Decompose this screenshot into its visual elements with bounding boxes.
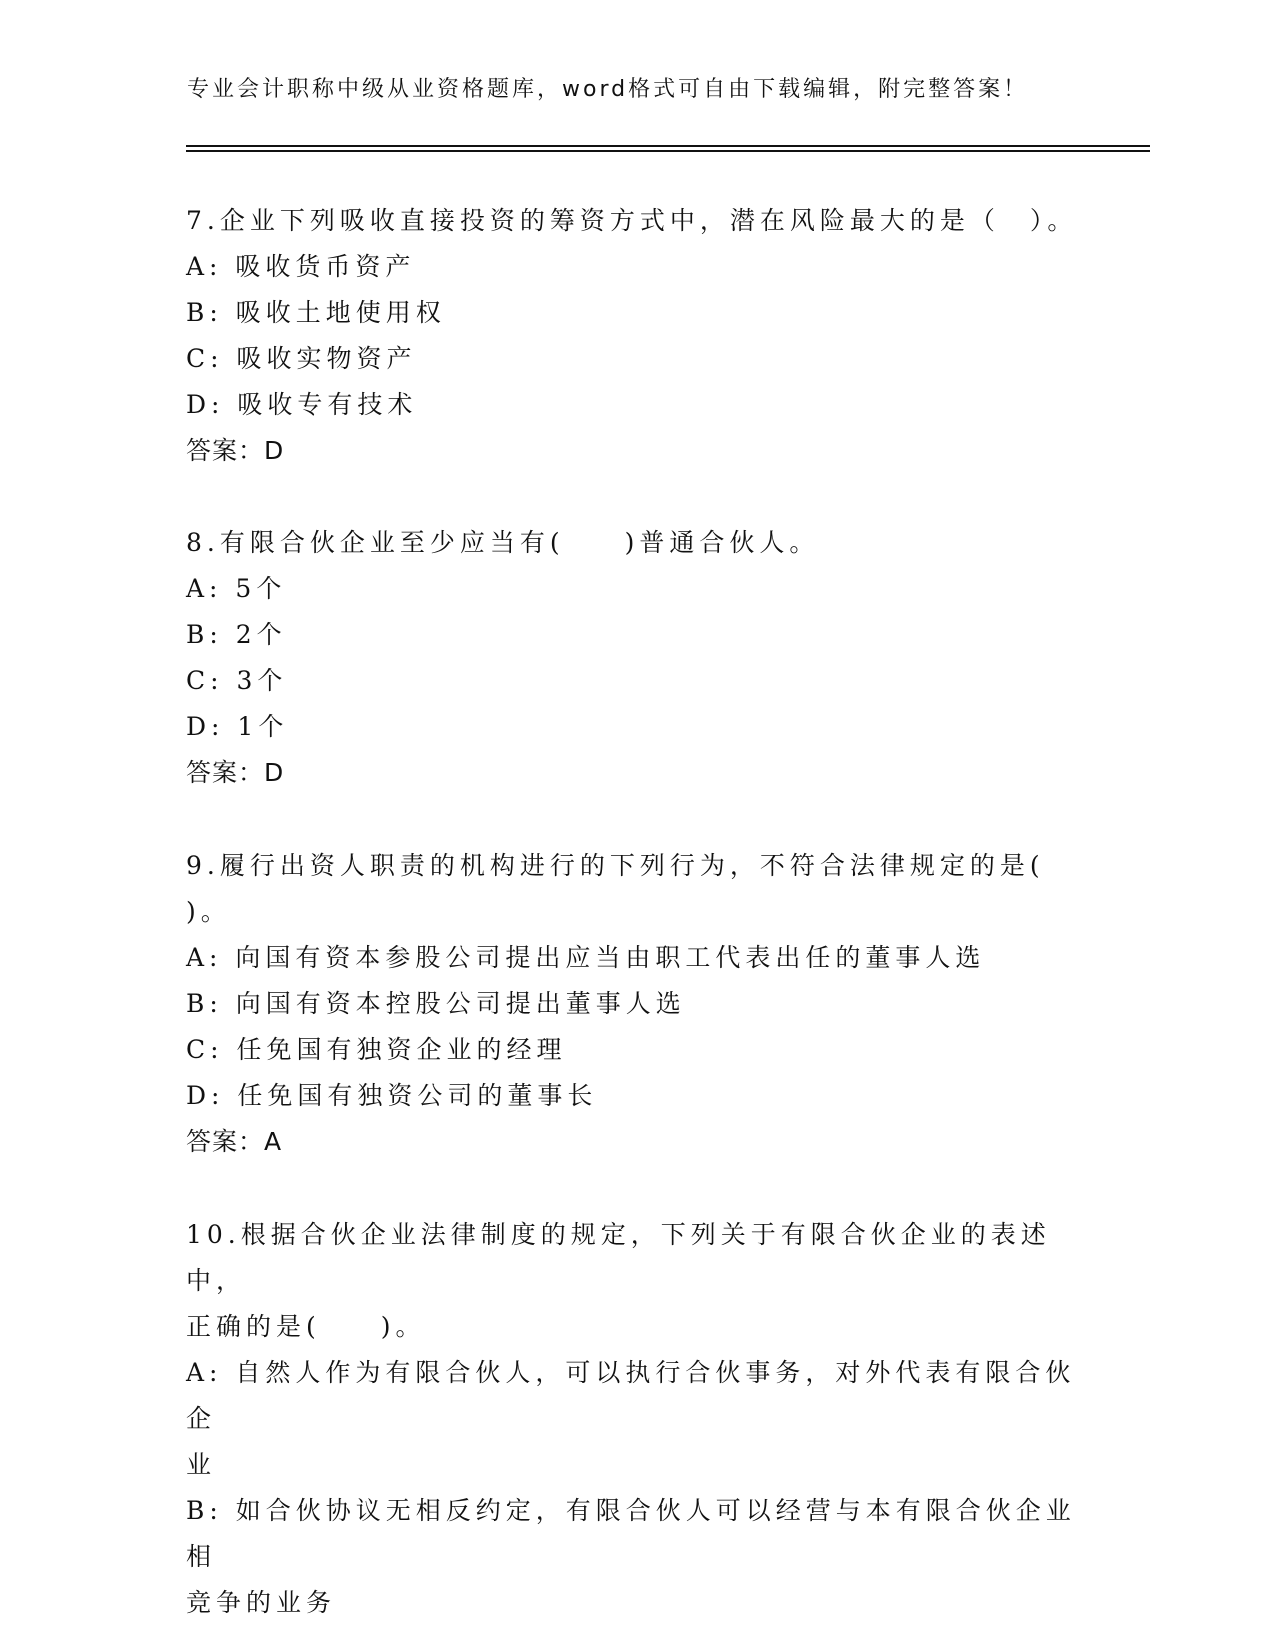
option-a: A: 向国有资本参股公司提出应当由职工代表出任的董事人选 [186, 943, 986, 972]
question-10 [186, 1212, 1086, 1626]
option-a: A: 5个 [186, 574, 287, 603]
option-d: D: 任免国有独资公司的董事长 [186, 1081, 598, 1110]
answer: 答案：A [186, 1127, 283, 1156]
header-rule-top [186, 145, 1150, 147]
option-c: C: 任免国有独资企业的经理 [186, 1035, 567, 1064]
option-a: A: 自然人作为有限合伙人，可以执行合伙事务，对外代表有限合伙企 业 [186, 1358, 1076, 1479]
question-stem: 8.有限合伙企业至少应当有( )普通合伙人。 [186, 528, 820, 557]
question-stem: 10.根据合伙企业法律制度的规定，下列关于有限合伙企业的表述中， 正确的是( )。 [186, 1220, 1051, 1341]
answer: 答案：D [186, 758, 285, 787]
option-d: D: 吸收专有技术 [186, 390, 418, 419]
option-b: B: 吸收土地使用权 [186, 298, 446, 327]
question-stem: 7.企业下列吸收直接投资的筹资方式中，潜在风险最大的是（ ）。 [186, 206, 1078, 235]
option-b: B: 向国有资本控股公司提出董事人选 [186, 989, 686, 1018]
question-7 [186, 198, 1086, 474]
question-8 [186, 520, 1086, 796]
page-header: 专业会计职称中级从业资格题库，word格式可自由下载编辑，附完整答案！ [187, 77, 1029, 102]
option-c: C: 吸收实物资产 [186, 344, 417, 373]
option-b: B: 2个 [186, 620, 287, 649]
question-9 [186, 843, 1086, 1165]
answer: 答案：D [186, 436, 285, 465]
option-a: A: 吸收货币资产 [186, 252, 416, 281]
option-d: D: 1个 [186, 712, 289, 741]
question-stem: 9.履行出资人职责的机构进行的下列行为，不符合法律规定的是( )。 [186, 851, 1045, 926]
option-c: C: 3个 [186, 666, 288, 695]
option-b: B: 如合伙协议无相反约定，有限合伙人可以经营与本有限合伙企业相 竞争的业务 [186, 1496, 1076, 1617]
header-rule-bottom [186, 150, 1150, 152]
